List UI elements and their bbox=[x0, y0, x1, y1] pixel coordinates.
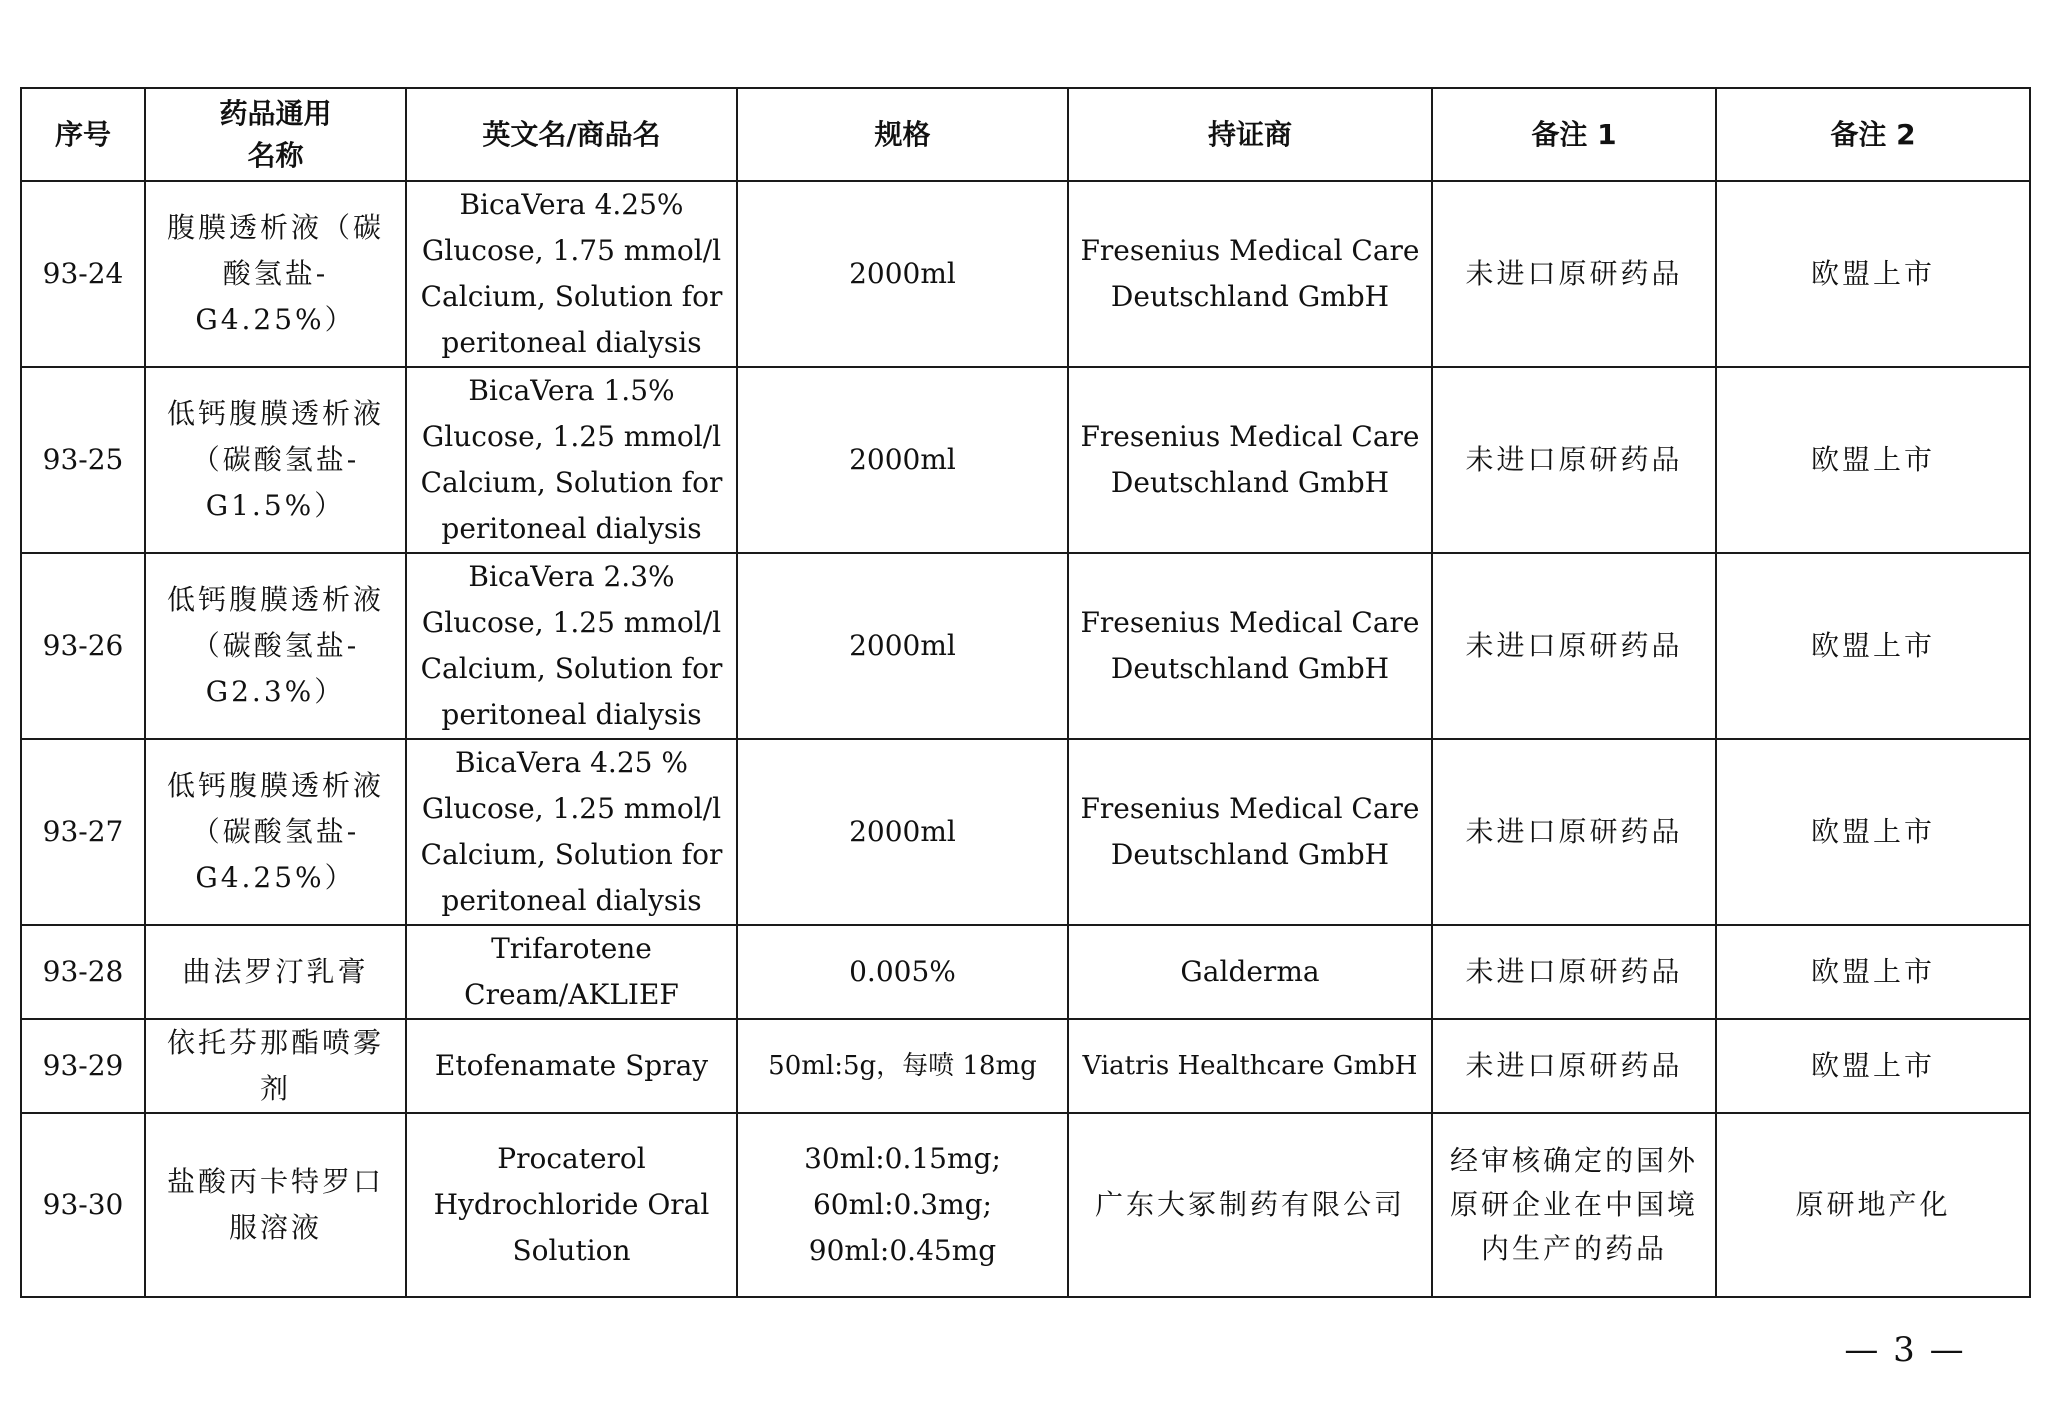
page-number: — 3 — bbox=[1844, 1330, 1966, 1370]
english-name-cell: Trifarotene Cream/AKLIEF bbox=[406, 925, 737, 1019]
serial-number-cell: 93-28 bbox=[21, 925, 145, 1019]
generic-name-cell: 曲法罗汀乳膏 bbox=[145, 925, 406, 1019]
note-1-cell: 未进口原研药品 bbox=[1432, 739, 1716, 925]
generic-name-cell: 低钙腹膜透析液（碳酸氢盐-G2.3%） bbox=[145, 553, 406, 739]
english-name-cell: BicaVera 2.3% Glucose, 1.25 mmol/l Calcium, Solution for peritoneal dialysis bbox=[406, 553, 737, 739]
generic-name-cell: 依托芬那酯喷雾剂 bbox=[145, 1019, 406, 1113]
note-2-cell: 欧盟上市 bbox=[1716, 925, 2030, 1019]
generic-name-cell: 盐酸丙卡特罗口服溶液 bbox=[145, 1113, 406, 1297]
table-row bbox=[21, 181, 2030, 367]
serial-number-cell: 93-25 bbox=[21, 367, 145, 553]
generic-name-cell: 低钙腹膜透析液（碳酸氢盐-G4.25%） bbox=[145, 739, 406, 925]
english-name-cell: BicaVera 4.25 % Glucose, 1.25 mmol/l Calcium, Solution for peritoneal dialysis bbox=[406, 739, 737, 925]
specification-cell: 50ml:5g，每喷 18mg bbox=[737, 1019, 1068, 1113]
note-2-cell: 欧盟上市 bbox=[1716, 553, 2030, 739]
specification-cell: 2000ml bbox=[737, 367, 1068, 553]
note-1-cell: 未进口原研药品 bbox=[1432, 925, 1716, 1019]
specification-cell: 2000ml bbox=[737, 739, 1068, 925]
header-note-2: 备注 2 bbox=[1716, 88, 2030, 181]
table-row bbox=[21, 739, 2030, 925]
english-name-cell: BicaVera 1.5% Glucose, 1.25 mmol/l Calcium, Solution for peritoneal dialysis bbox=[406, 367, 737, 553]
license-holder-cell: Fresenius Medical Care Deutschland GmbH bbox=[1068, 553, 1432, 739]
note-1-cell: 未进口原研药品 bbox=[1432, 1019, 1716, 1113]
license-holder-cell: Fresenius Medical Care Deutschland GmbH bbox=[1068, 739, 1432, 925]
specification-cell: 0.005% bbox=[737, 925, 1068, 1019]
note-1-cell: 经审核确定的国外原研企业在中国境内生产的药品 bbox=[1432, 1113, 1716, 1297]
table-row bbox=[21, 1019, 2030, 1113]
header-serial-number: 序号 bbox=[21, 88, 145, 181]
serial-number-cell: 93-26 bbox=[21, 553, 145, 739]
license-holder-cell: Fresenius Medical Care Deutschland GmbH bbox=[1068, 367, 1432, 553]
note-1-cell: 未进口原研药品 bbox=[1432, 553, 1716, 739]
license-holder-cell: Fresenius Medical Care Deutschland GmbH bbox=[1068, 181, 1432, 367]
english-name-cell: BicaVera 4.25% Glucose, 1.75 mmol/l Calcium, Solution for peritoneal dialysis bbox=[406, 181, 737, 367]
header-specification: 规格 bbox=[737, 88, 1068, 181]
license-holder-cell: Viatris Healthcare GmbH bbox=[1068, 1019, 1432, 1113]
english-name-cell: Procaterol Hydrochloride Oral Solution bbox=[406, 1113, 737, 1297]
table-row bbox=[21, 1113, 2030, 1297]
serial-number-cell: 93-24 bbox=[21, 181, 145, 367]
license-holder-cell: Galderma bbox=[1068, 925, 1432, 1019]
specification-cell: 2000ml bbox=[737, 181, 1068, 367]
table-row bbox=[21, 367, 2030, 553]
note-1-cell: 未进口原研药品 bbox=[1432, 181, 1716, 367]
serial-number-cell: 93-29 bbox=[21, 1019, 145, 1113]
specification-cell: 2000ml bbox=[737, 553, 1068, 739]
serial-number-cell: 93-27 bbox=[21, 739, 145, 925]
header-license-holder: 持证商 bbox=[1068, 88, 1432, 181]
note-2-cell: 欧盟上市 bbox=[1716, 367, 2030, 553]
english-name-cell: Etofenamate Spray bbox=[406, 1019, 737, 1113]
note-1-cell: 未进口原研药品 bbox=[1432, 367, 1716, 553]
specification-cell: 30ml:0.15mg; 60ml:0.3mg; 90ml:0.45mg bbox=[737, 1113, 1068, 1297]
generic-name-cell: 腹膜透析液（碳酸氢盐-G4.25%） bbox=[145, 181, 406, 367]
header-note-1: 备注 1 bbox=[1432, 88, 1716, 181]
serial-number-cell: 93-30 bbox=[21, 1113, 145, 1297]
drug-list-table bbox=[20, 87, 2031, 1298]
note-2-cell: 原研地产化 bbox=[1716, 1113, 2030, 1297]
note-2-cell: 欧盟上市 bbox=[1716, 739, 2030, 925]
license-holder-cell: 广东大冢制药有限公司 bbox=[1068, 1113, 1432, 1297]
table-row bbox=[21, 925, 2030, 1019]
note-2-cell: 欧盟上市 bbox=[1716, 181, 2030, 367]
generic-name-cell: 低钙腹膜透析液（碳酸氢盐-G1.5%） bbox=[145, 367, 406, 553]
header-english-name: 英文名/商品名 bbox=[406, 88, 737, 181]
table-row bbox=[21, 553, 2030, 739]
table-header-row bbox=[21, 88, 2030, 181]
note-2-cell: 欧盟上市 bbox=[1716, 1019, 2030, 1113]
header-generic-name: 药品通用 名称 bbox=[145, 88, 406, 181]
